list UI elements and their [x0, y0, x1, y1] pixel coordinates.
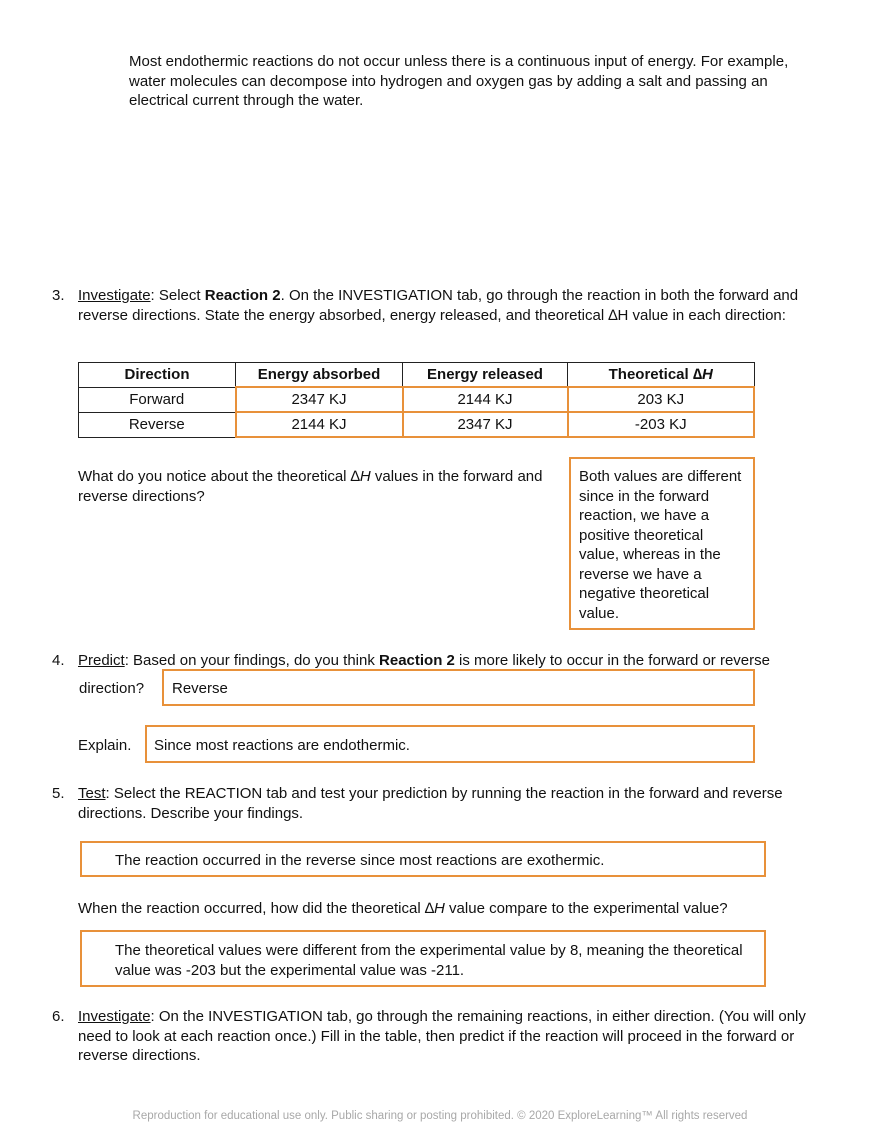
q5-number: 5.: [52, 785, 65, 802]
header-theoretical-dh: Theoretical ∆H: [568, 363, 755, 388]
header-energy-absorbed: Energy absorbed: [236, 363, 403, 388]
q3-notice-question: What do you notice about the theoretical ∆H values in the forward and reverse directions?: [78, 468, 543, 505]
q4-explain-label: Explain.: [78, 737, 132, 754]
q3-notice-answer-box[interactable]: [569, 457, 755, 630]
header-energy-released: Energy released: [403, 363, 568, 388]
table-row: [79, 412, 755, 437]
q3-energy-table: [78, 362, 755, 438]
q4-direction-label: direction?: [79, 680, 145, 697]
q3-label: Investigate: [78, 287, 151, 304]
row-reverse-direction: Reverse: [79, 412, 236, 437]
q4-prompt: Predict: Based on your findings, do you think Reaction 2 is more likely to occur in the forward or reverse: [78, 652, 770, 669]
q3-notice-answer: Both values are different since in the forward reaction, we have a positive theoretical value, whereas in the reverse we have a negative theoretical value.: [579, 468, 742, 622]
q4-number: 4.: [52, 652, 65, 669]
row-forward-direction: Forward: [79, 387, 236, 412]
q5-label: Test: [78, 785, 106, 802]
row-forward-theoretical[interactable]: 203 KJ: [568, 387, 755, 412]
table-row: [79, 387, 755, 412]
row-forward-absorbed[interactable]: 2347 KJ: [236, 387, 403, 412]
q4-explain-answer-box[interactable]: [145, 725, 755, 763]
q3-number: 3.: [52, 287, 65, 304]
q4-direction-answer-box[interactable]: [162, 669, 755, 706]
row-forward-released[interactable]: 2144 KJ: [403, 387, 568, 412]
copyright-footer: Reproduction for educational use only. Public sharing or posting prohibited. © 2020 ExploreLearning™ All rights reserved: [132, 1110, 748, 1122]
row-reverse-released[interactable]: 2347 KJ: [403, 412, 568, 437]
table-header-row: [79, 363, 755, 388]
q5-findings-answer: The reaction occurred in the reverse since most reactions are exothermic.: [115, 852, 605, 869]
q6-label: Investigate: [78, 1008, 151, 1025]
q6-prompt: Investigate: On the INVESTIGATION tab, go through the remaining reactions, in either direction. (You will only need to look at each reaction once.) Fill in the table, then predict if the reaction will proceed in the forward or reverse directions.: [78, 1008, 806, 1064]
header-direction: Direction: [79, 363, 236, 388]
row-reverse-absorbed[interactable]: 2144 KJ: [236, 412, 403, 437]
q3-bold: Reaction 2: [204, 287, 281, 304]
q4-direction-answer: Reverse: [172, 680, 228, 697]
q5-compare-answer: The theoretical values were different from the experimental value by 8, meaning the theoretical value was -203 but the experimental value was -211.: [115, 942, 743, 979]
q5-findings-answer-box[interactable]: [80, 841, 766, 877]
q3-text-b: . On the INVESTIGATION tab, go through the reaction in both the forward and reverse directions. State the energy absorbed, energy released, and theoretical ∆H value in each direction:: [78, 287, 799, 324]
q4-label: Predict: [78, 652, 125, 669]
intro-paragraph: Most endothermic reactions do not occur unless there is a continuous input of energy. For example, water molecules can decompose into hydrogen and oxygen gas by adding a salt and passing an electrical current through the water.: [129, 53, 789, 109]
q4-explain-answer: Since most reactions are endothermic.: [154, 737, 410, 754]
row-reverse-theoretical[interactable]: -203 KJ: [568, 412, 755, 437]
q5-compare-question: When the reaction occurred, how did the theoretical ∆H value compare to the experimental value?: [78, 900, 728, 917]
q6-number: 6.: [52, 1008, 65, 1025]
q3-text-a: : Select: [150, 287, 205, 304]
q5-compare-answer-box[interactable]: [80, 930, 766, 987]
q5-prompt: Test: Select the REACTION tab and test your prediction by running the reaction in the forward and reverse directions. Describe your findings.: [78, 785, 783, 822]
q3-prompt: [78, 286, 818, 325]
